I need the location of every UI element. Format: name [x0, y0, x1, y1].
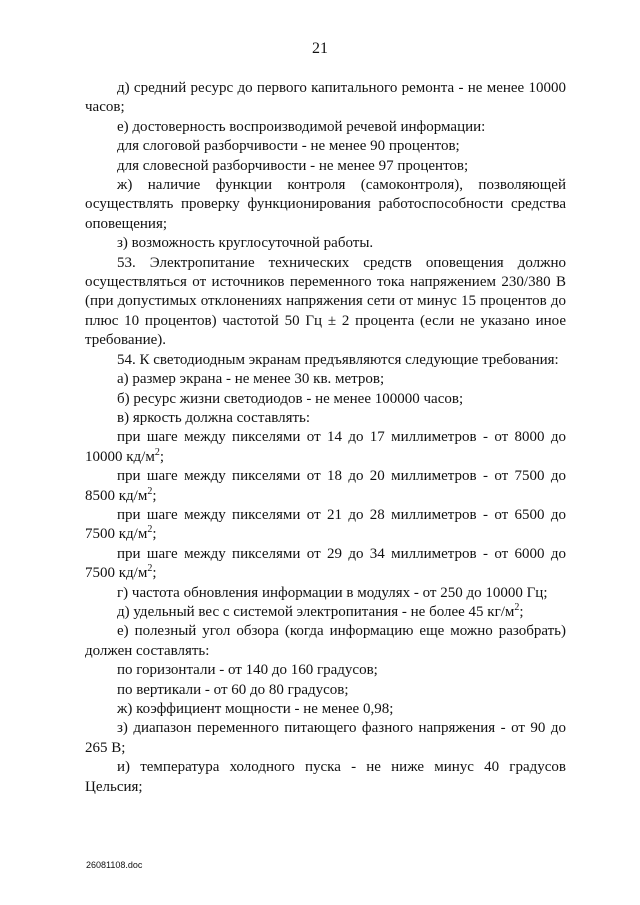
paragraph-text: и) температура холодного пуска - не ниже минус 40 градусов Цельсия; [85, 759, 566, 795]
paragraph-text: для словесной разборчивости - не менее 97 процентов; [117, 157, 469, 174]
paragraph [85, 176, 566, 234]
paragraph-text: з) возможность круглосуточной работы. [117, 235, 374, 252]
paragraph-suffix: ; [159, 448, 165, 465]
paragraph-suffix: ; [152, 487, 157, 504]
paragraph-text: д) удельный вес с системой электропитания - не более 45 кг/м [117, 603, 515, 620]
paragraph-text: при шаге между пикселями от 14 до 17 миллиметров - от 8000 до 10000 кд/м [85, 429, 566, 465]
paragraph [85, 254, 566, 351]
paragraph-text: е) полезный угол обзора (когда информацию еще можно разобрать) должен составлять: [85, 623, 566, 659]
paragraph [85, 506, 566, 545]
paragraph-text: ж) наличие функции контроля (самоконтроля), позволяющей осуществлять проверку функционирования работоспособности средства оповещения; [85, 177, 566, 232]
paragraph [85, 157, 566, 176]
file-name-footer: 26081108.doc [86, 860, 143, 870]
paragraph [85, 409, 566, 428]
paragraph [85, 622, 566, 661]
paragraph-suffix: ; [152, 565, 157, 582]
paragraph [85, 137, 566, 156]
paragraph [85, 603, 566, 622]
paragraph-text: при шаге между пикселями от 21 до 28 миллиметров - от 6500 до 7500 кд/м [85, 506, 566, 543]
paragraph-text: 53. Электропитание технических средств оповещения должно осуществляться от источников переменного тока напряжением 230/380 В (при допустимых отклонениях напряжения сети от минус 15 процентов до плюс 10 процентов) частотой 50 Гц ± 2 процента (если не указано иное требование). [85, 254, 566, 349]
paragraph-text: б) ресурс жизни светодиодов - не менее 100000 часов; [117, 390, 464, 407]
paragraph [85, 545, 566, 584]
paragraph-text: в) яркость должна составлять: [117, 409, 311, 426]
paragraph-text: е) достоверность воспроизводимой речевой информации: [117, 118, 486, 135]
superscript: 2 [154, 446, 160, 458]
paragraph-text: для слоговой разборчивости - не менее 90 процентов; [117, 138, 460, 155]
paragraph [85, 758, 566, 797]
paragraph [85, 234, 566, 253]
paragraph [85, 118, 566, 137]
paragraph [85, 351, 566, 370]
page-number: 21 [312, 40, 328, 57]
superscript: 2 [514, 601, 520, 613]
paragraph [85, 584, 566, 603]
superscript: 2 [147, 563, 153, 575]
paragraph [85, 370, 566, 389]
paragraph-text: а) размер экрана - не менее 30 кв. метров; [117, 371, 385, 388]
paragraph [85, 467, 566, 506]
document-body [85, 79, 566, 797]
superscript: 2 [147, 485, 153, 497]
paragraph [85, 700, 566, 719]
paragraph-text: г) частота обновления информации в модулях - от 250 до 10000 Гц; [117, 584, 548, 601]
paragraph [85, 681, 566, 700]
paragraph-text: при шаге между пикселями от 29 до 34 миллиметров - от 6000 до 7500 кд/м [85, 545, 566, 582]
superscript: 2 [147, 524, 153, 536]
paragraph-suffix: ; [152, 526, 157, 543]
paragraph-suffix: ; [519, 603, 524, 620]
paragraph-text: при шаге между пикселями от 18 до 20 миллиметров - от 7500 до 8500 кд/м [85, 468, 566, 504]
paragraph-text: по горизонтали - от 140 до 160 градусов; [117, 662, 378, 679]
paragraph [85, 390, 566, 409]
paragraph [85, 719, 566, 758]
paragraph [85, 428, 566, 467]
paragraph [85, 661, 566, 680]
paragraph-text: ж) коэффициент мощности - не менее 0,98; [117, 701, 394, 717]
paragraph-text: по вертикали - от 60 до 80 градусов; [117, 681, 349, 698]
paragraph-text: з) диапазон переменного питающего фазного напряжения - от 90 до 265 В; [85, 720, 566, 756]
paragraph-text: д) средний ресурс до первого капитального ремонта - не менее 10000 часов; [85, 80, 566, 116]
paragraph [85, 79, 566, 118]
paragraph-text: 54. К светодиодным экранам предъявляются следующие требования: [117, 351, 559, 368]
